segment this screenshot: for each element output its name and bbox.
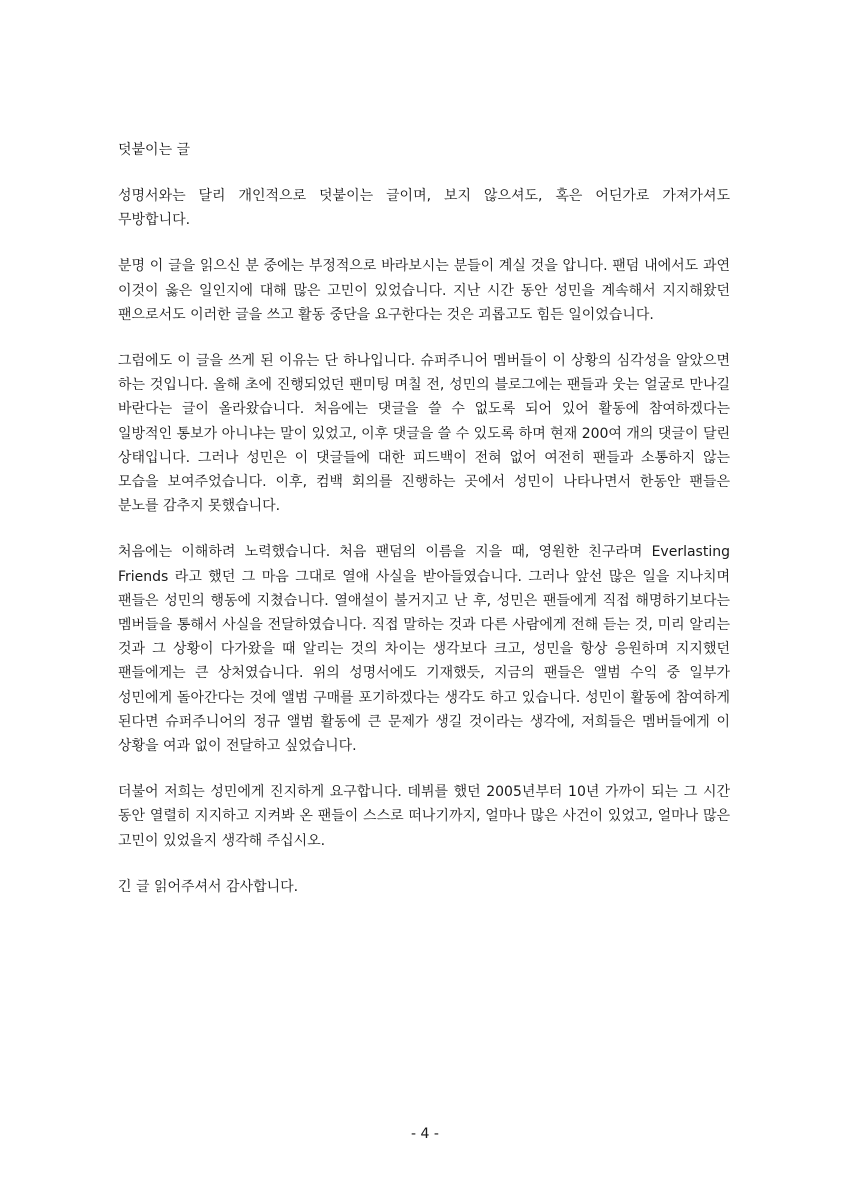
paragraph-1: 성명서와는 달리 개인적으로 덧붙이는 글이며, 보지 않으셔도, 혹은 어딘가로 가져가셔도 무방합니다. [118, 188, 730, 229]
section-title: 덧붙이는 글 [118, 142, 191, 158]
paragraph-3: 그럼에도 이 글을 쓰게 된 이유는 단 하나입니다. 슈퍼주니어 멤버들이 이 상황의 심각성을 알았으면 하는 것입니다. 올해 초에 진행되었던 팬미팅 며칠 전, 성민의 블로그에는 팬들과 웃는 얼굴로 만나길 바란다는 글이 올라왔습니다. 처음에는 댓글을 쓸 수 없도록 되어 있어 활동에 참여하겠다는 일방적인 통보가 아니냐는 말이 있었고, 이후 댓글을 쓸 수 있도록 하며 현재 200여 개의 댓글이 달린 상태입니다. 그러나 성민은 이 댓글들에 대한 피드백이 전혀 없어 여전히 팬들과 소통하지 않는 모습을 보여주었습니다. 이후, 컴백 회의를 진행하는 곳에서 성민이 나타나면서 한동안 팬들은 분노를 감추지 못했습니다. [118, 353, 730, 515]
paragraph-5: 더불어 저희는 성민에게 진지하게 요구합니다. 데뷔를 했던 2005년부터 10년 가까이 되는 그 시간 동안 열렬히 지지하고 지켜봐 온 팬들이 스스로 떠나기까지, 얼마나 많은 사건이 있었고, 얼마나 많은 고민이 있었을지 생각해 주십시오. [118, 784, 730, 849]
closing-line: 긴 글 읽어주셔서 감사합니다. [118, 878, 299, 895]
paragraph-2: 분명 이 글을 읽으신 분 중에는 부정적으로 바라보시는 분들이 계실 것을 압니다. 팬덤 내에서도 과연 이것이 옳은 일인지에 대해 많은 고민이 있었습니다. 지난 시간 동안 성민을 계속해서 지지해왔던 팬으로서도 이러한 글을 쓰고 활동 중단을 요구한다는 것은 괴롭고도 힘든 일이었습니다. [118, 258, 730, 323]
paragraph-4: 처음에는 이해하려 노력했습니다. 처음 팬덤의 이름을 지을 때, 영원한 친구라며 Everlasting Friends 라고 했던 그 마음 그대로 열애 사실을 받아들였습니다. 그러나 앞선 많은 일을 지나치며 팬들은 성민의 행동에 지쳤습니다. 열애설이 불거지고 난 후, 성민은 팬들에게 직접 해명하기보다는 멤버들을 통해서 사실을 전달하였습니다. 직접 말하는 것과 다른 사람에게 전해 듣는 것, 미리 알리는 것과 그 상황이 다가왔을 때 알리는 것의 차이는 생각보다 크고, 성민을 항상 응원하며 지지했던 팬들에게는 큰 상처였습니다. 위의 성명서에도 기재했듯, 지금의 팬들은 앨범 수익 중 일부가 성민에게 돌아간다는 것에 앨범 구매를 포기하겠다는 생각도 하고 있습니다. 성민이 활동에 참여하게 된다면 슈퍼주니어의 정규 앨범 활동에 큰 문제가 생길 것이라는 생각에, 저희들은 멤버들에게 이 상황을 여과 없이 전달하고 싶었습니다. [118, 544, 730, 755]
page-number: - 4 - [411, 1126, 439, 1142]
document-body [118, 138, 730, 921]
